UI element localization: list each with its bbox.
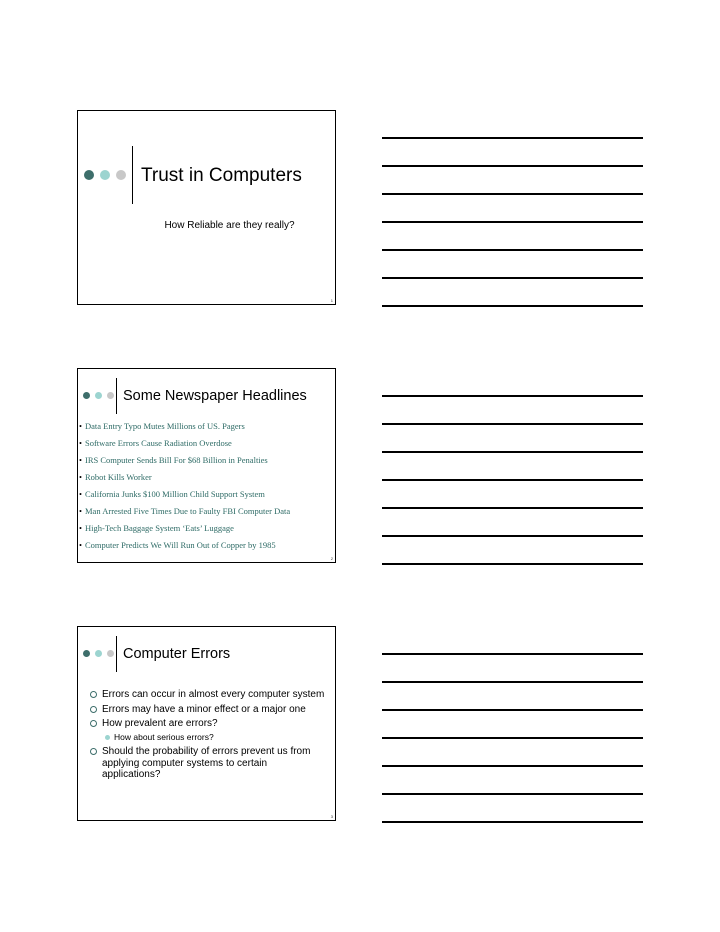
bullet-icon: •	[79, 506, 82, 516]
sub-bullet-text: How about serious errors?	[114, 731, 214, 742]
bullet-icon: •	[79, 455, 82, 465]
headline-text: High-Tech Baggage System ‘Eats’ Luggage	[84, 523, 234, 533]
list-item	[79, 488, 290, 505]
ring-bullet-icon	[90, 691, 97, 698]
note-line	[382, 765, 643, 767]
slide-1	[77, 110, 336, 305]
headline-text: Data Entry Typo Mutes Millions of US. Pagers	[84, 421, 245, 431]
slide-subtitle: How Reliable are they really?	[164, 220, 295, 231]
note-line	[382, 423, 643, 425]
list-item	[79, 522, 290, 539]
dot-bullet-icon	[105, 735, 110, 740]
dot-dark-icon	[83, 650, 90, 657]
decorative-dots	[83, 392, 114, 399]
note-line	[382, 137, 643, 139]
slide-3	[77, 626, 336, 821]
page-number: 3	[330, 814, 333, 819]
note-line	[382, 821, 643, 823]
decorative-dots	[83, 650, 114, 657]
bullet-icon: •	[79, 523, 82, 533]
dot-light-icon	[95, 392, 102, 399]
headline-text: Software Errors Cause Radiation Overdose	[84, 438, 232, 448]
note-line	[382, 681, 643, 683]
title-divider	[116, 636, 117, 672]
headline-text: Computer Predicts We Will Run Out of Copper by 1985	[84, 540, 276, 550]
ring-bullet-icon	[90, 748, 97, 755]
dot-dark-icon	[83, 392, 90, 399]
list-item	[79, 420, 290, 437]
bullet-list	[88, 689, 326, 784]
note-line	[382, 395, 643, 397]
bullet-text: Errors can occur in almost every computer system	[102, 689, 325, 700]
bullet-icon: •	[79, 489, 82, 499]
note-line	[382, 563, 643, 565]
list-item	[88, 689, 326, 701]
note-line	[382, 249, 643, 251]
note-line	[382, 451, 643, 453]
note-line	[382, 737, 643, 739]
headline-list	[79, 420, 290, 556]
list-item	[88, 704, 326, 716]
bullet-icon: •	[79, 438, 82, 448]
note-line	[382, 653, 643, 655]
headline-text: California Junks $100 Million Child Support System	[84, 489, 265, 499]
headline-text: IRS Computer Sends Bill For $68 Billion in Penalties	[84, 455, 268, 465]
page-number: 1	[330, 298, 333, 303]
list-item	[79, 539, 290, 556]
note-line	[382, 709, 643, 711]
ring-bullet-icon	[90, 720, 97, 727]
bullet-icon: •	[79, 421, 82, 431]
list-item	[79, 437, 290, 454]
headline-text: Robot Kills Worker	[84, 472, 152, 482]
dot-light-icon	[100, 170, 110, 180]
list-item	[88, 746, 326, 781]
list-item	[88, 718, 326, 730]
bullet-text: How prevalent are errors?	[102, 718, 218, 729]
list-item	[79, 471, 290, 488]
note-line	[382, 535, 643, 537]
slide-title: Computer Errors	[123, 646, 231, 662]
bullet-icon: •	[79, 540, 82, 550]
dot-gray-icon	[107, 650, 114, 657]
note-line	[382, 221, 643, 223]
list-item	[79, 505, 290, 522]
sub-list-item	[88, 732, 326, 744]
note-line	[382, 305, 643, 307]
dot-gray-icon	[116, 170, 126, 180]
bullet-icon: •	[79, 472, 82, 482]
note-line	[382, 193, 643, 195]
dot-gray-icon	[107, 392, 114, 399]
bullet-text: Should the probability of errors prevent us from applying computer systems to certain applications?	[102, 746, 311, 780]
dot-dark-icon	[84, 170, 94, 180]
decorative-dots	[84, 170, 126, 180]
note-line	[382, 479, 643, 481]
page-number: 2	[330, 556, 333, 561]
bullet-text: Errors may have a minor effect or a major one	[102, 703, 306, 715]
slide-title: Some Newspaper Headlines	[123, 388, 307, 404]
slide-title: Trust in Computers	[141, 165, 302, 186]
dot-light-icon	[95, 650, 102, 657]
ring-bullet-icon	[90, 706, 97, 713]
slide-2	[77, 368, 336, 563]
note-line	[382, 277, 643, 279]
title-divider	[116, 378, 117, 414]
note-line	[382, 165, 643, 167]
list-item	[79, 454, 290, 471]
headline-text: Man Arrested Five Times Due to Faulty FBI Computer Data	[84, 506, 291, 516]
note-line	[382, 793, 643, 795]
title-divider	[132, 146, 133, 204]
note-line	[382, 507, 643, 509]
